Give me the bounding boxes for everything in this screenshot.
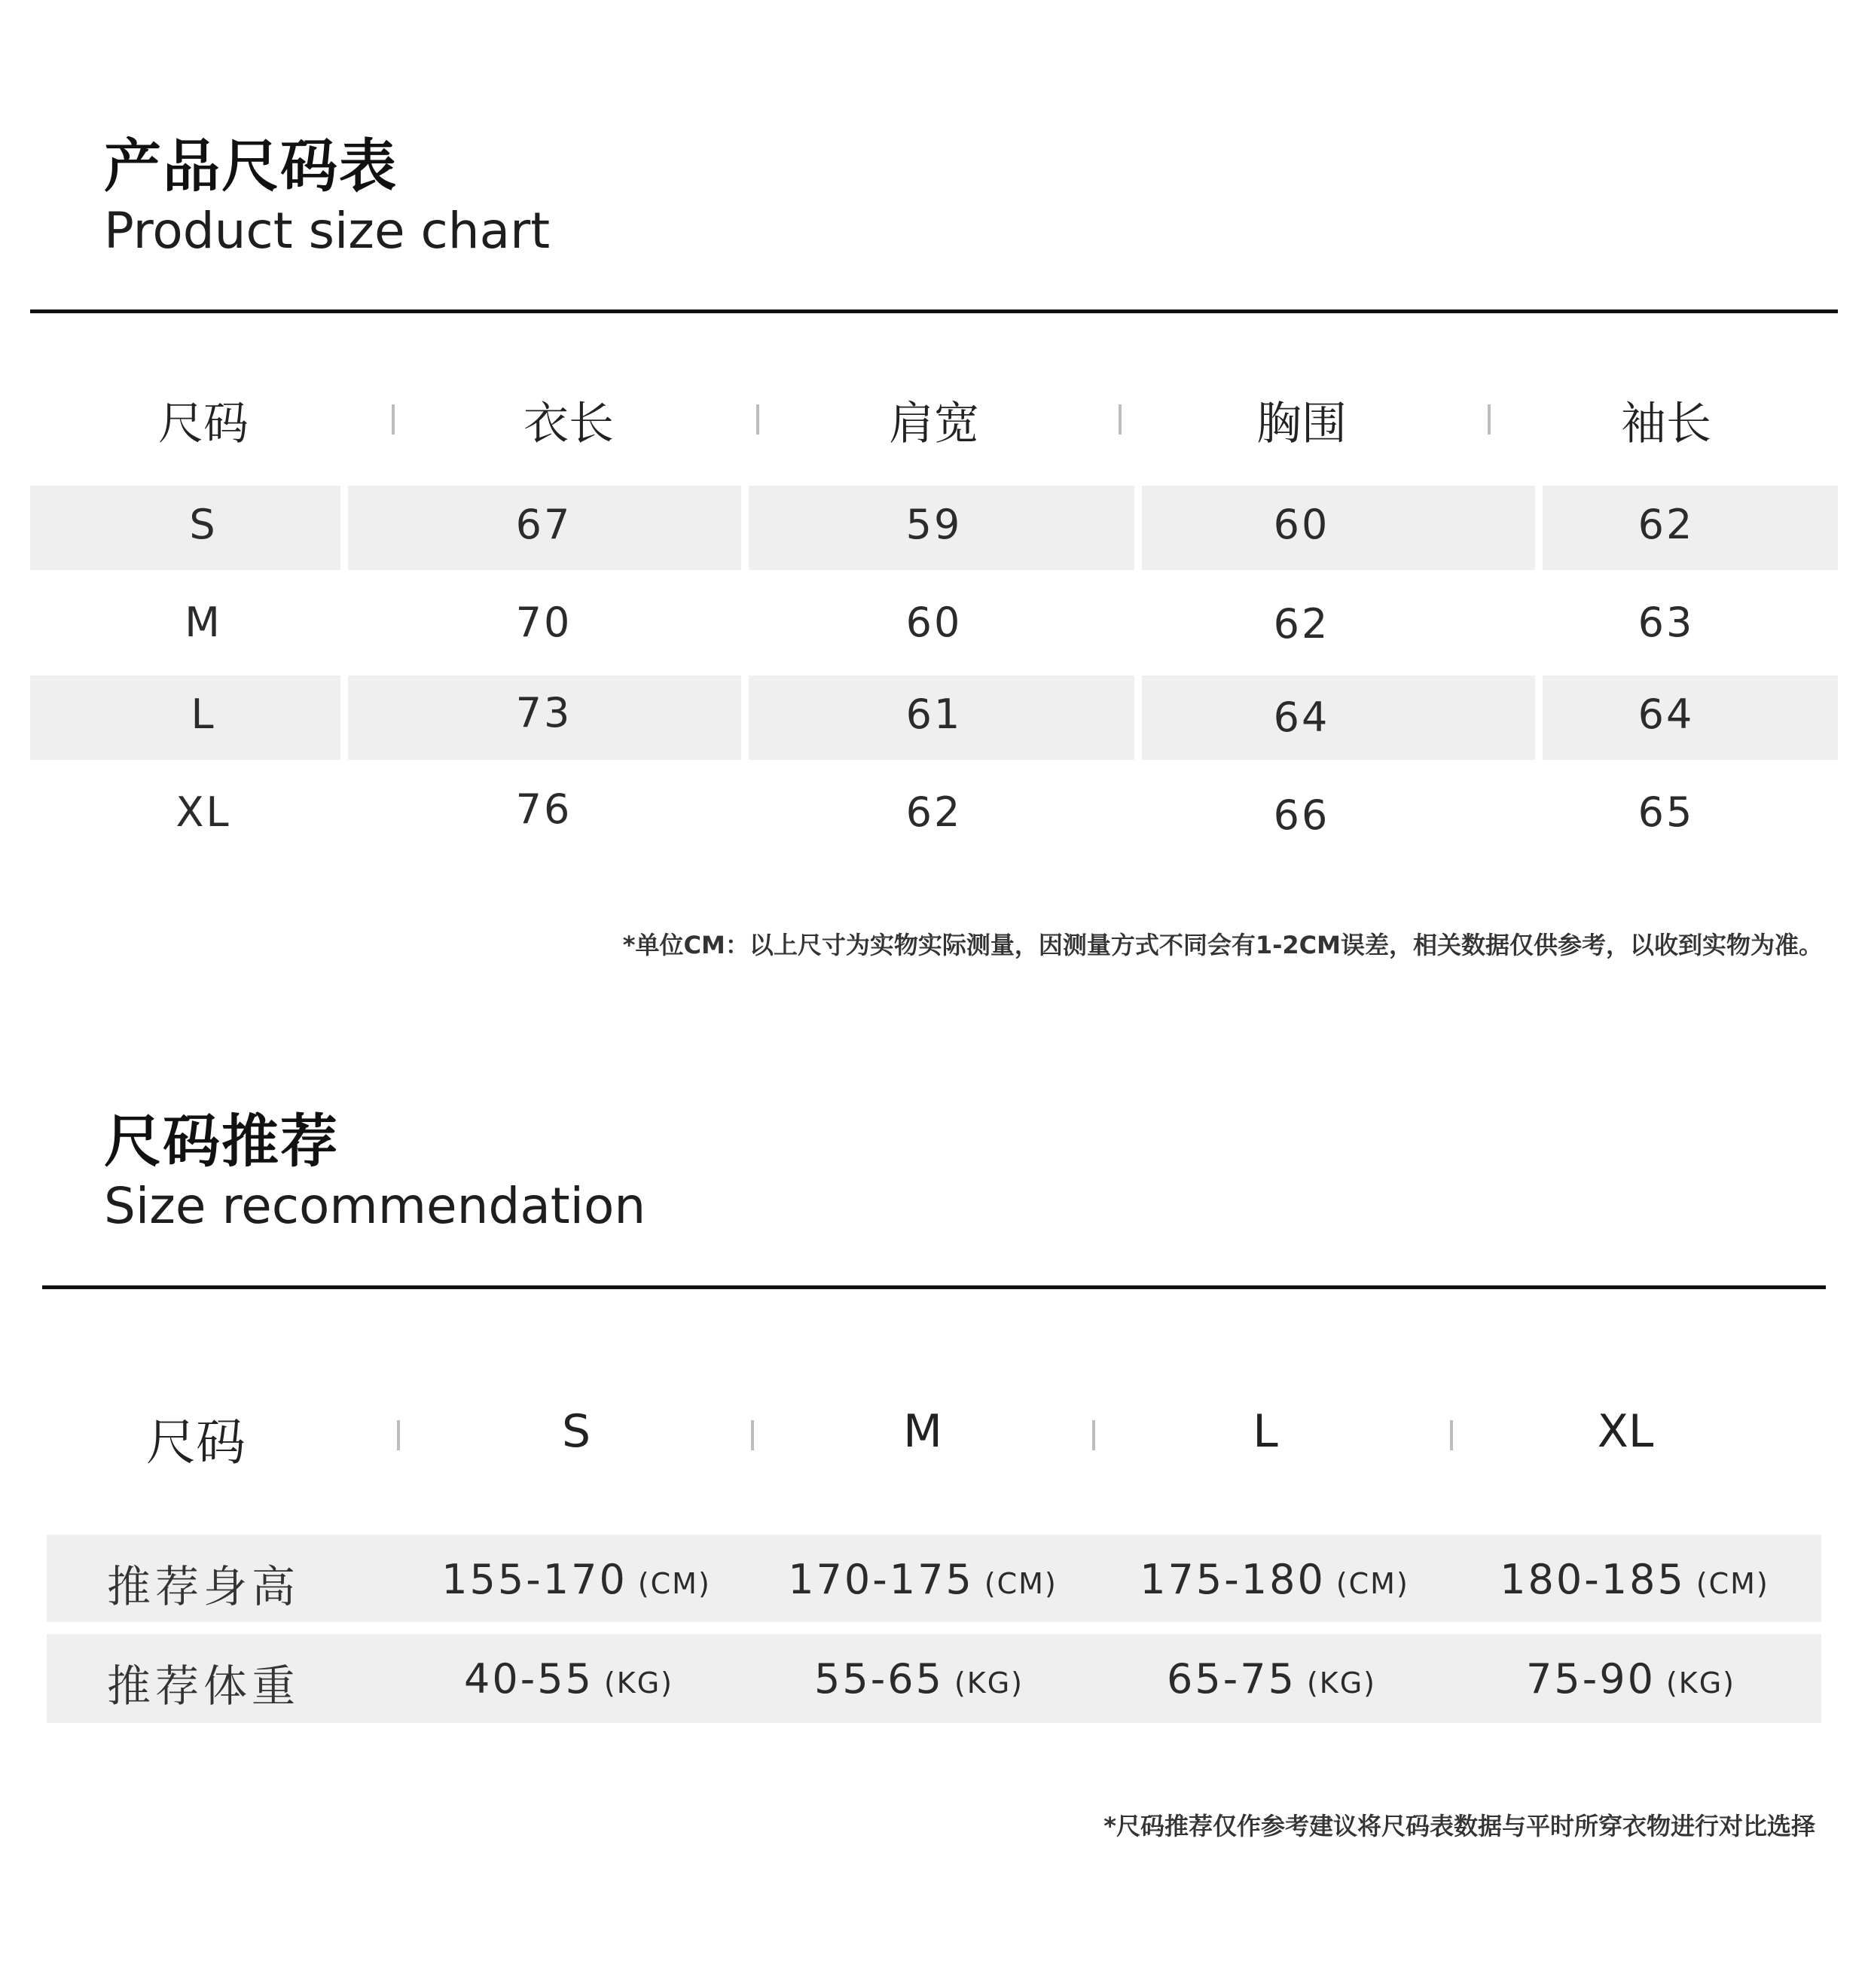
header-separator bbox=[392, 404, 395, 434]
header-s: S bbox=[561, 1405, 591, 1458]
cell-size: XL bbox=[176, 788, 231, 836]
cell-weight-xl: 75-90 (KG) bbox=[1526, 1655, 1735, 1703]
cell-length: 70 bbox=[515, 599, 572, 646]
table-row bbox=[0, 584, 1868, 668]
header-separator bbox=[1450, 1420, 1453, 1450]
size-chart-header-row bbox=[0, 388, 1868, 448]
header-size: 尺码 bbox=[158, 398, 249, 450]
cell-size: L bbox=[191, 691, 216, 738]
header-separator bbox=[397, 1420, 400, 1450]
cell-weight-s: 40-55 (KG) bbox=[464, 1655, 673, 1703]
size-chart-note: *单位CM：以上尺寸为实物实际测量，因测量方式不同会有1-2CM误差，相关数据仅供参考，以收到实物为准。 bbox=[622, 931, 1823, 959]
size-chart-title-cn: 产品尺码表 bbox=[104, 133, 398, 200]
cell-sleeve: 65 bbox=[1638, 788, 1695, 836]
header-xl: XL bbox=[1597, 1405, 1654, 1458]
row-label-weight: 推荐体重 bbox=[107, 1660, 301, 1712]
cell-shoulder: 59 bbox=[905, 501, 963, 548]
header-separator bbox=[1488, 404, 1491, 434]
cell-sleeve: 64 bbox=[1638, 691, 1695, 738]
table-row bbox=[0, 1535, 1868, 1622]
cell-chest: 60 bbox=[1273, 501, 1330, 548]
cell-height-l: 175-180 (CM) bbox=[1140, 1556, 1409, 1603]
cell-chest: 62 bbox=[1273, 600, 1330, 648]
header-sleeve: 袖长 bbox=[1621, 398, 1711, 450]
row-label-height: 推荐身高 bbox=[107, 1561, 301, 1612]
header-separator bbox=[751, 1420, 754, 1450]
table-row bbox=[0, 1634, 1868, 1723]
cell-weight-l: 65-75 (KG) bbox=[1167, 1655, 1376, 1703]
table-row bbox=[0, 773, 1868, 858]
cell-height-s: 155-170 (CM) bbox=[441, 1556, 711, 1603]
cell-sleeve: 63 bbox=[1638, 599, 1695, 646]
header-chest: 胸围 bbox=[1256, 398, 1347, 450]
size-chart-title-en: Product size chart bbox=[104, 202, 551, 260]
cell-height-xl: 180-185 (CM) bbox=[1500, 1556, 1769, 1603]
header-m: M bbox=[903, 1405, 942, 1458]
cell-size: M bbox=[185, 599, 222, 646]
recommendation-divider bbox=[42, 1285, 1826, 1289]
cell-length: 67 bbox=[515, 501, 572, 548]
table-row bbox=[0, 675, 1868, 760]
header-separator bbox=[756, 404, 759, 434]
cell-height-m: 170-175 (CM) bbox=[788, 1556, 1058, 1603]
header-length: 衣长 bbox=[523, 398, 614, 450]
recommendation-header-row bbox=[0, 1402, 1868, 1470]
cell-length: 76 bbox=[515, 785, 572, 833]
header-separator bbox=[1119, 404, 1122, 434]
cell-sleeve: 62 bbox=[1638, 501, 1695, 548]
cell-chest: 64 bbox=[1273, 694, 1330, 741]
cell-size: S bbox=[189, 501, 218, 548]
header-l: L bbox=[1253, 1405, 1278, 1458]
header-shoulder: 肩宽 bbox=[889, 398, 979, 450]
recommendation-title-cn: 尺码推荐 bbox=[104, 1108, 339, 1175]
cell-weight-m: 55-65 (KG) bbox=[814, 1655, 1024, 1703]
cell-length: 73 bbox=[515, 689, 572, 736]
table-row bbox=[0, 486, 1868, 570]
recommendation-note: *尺码推荐仅作参考建议将尺码表数据与平时所穿衣物进行对比选择 bbox=[1103, 1812, 1815, 1840]
recommendation-title-en: Size recommendation bbox=[104, 1177, 646, 1235]
cell-shoulder: 62 bbox=[905, 788, 963, 836]
header-size: 尺码 bbox=[146, 1413, 246, 1471]
cell-chest: 66 bbox=[1273, 791, 1330, 839]
cell-shoulder: 61 bbox=[905, 691, 963, 738]
size-chart-divider bbox=[30, 309, 1838, 313]
header-separator bbox=[1092, 1420, 1095, 1450]
cell-shoulder: 60 bbox=[905, 599, 963, 646]
